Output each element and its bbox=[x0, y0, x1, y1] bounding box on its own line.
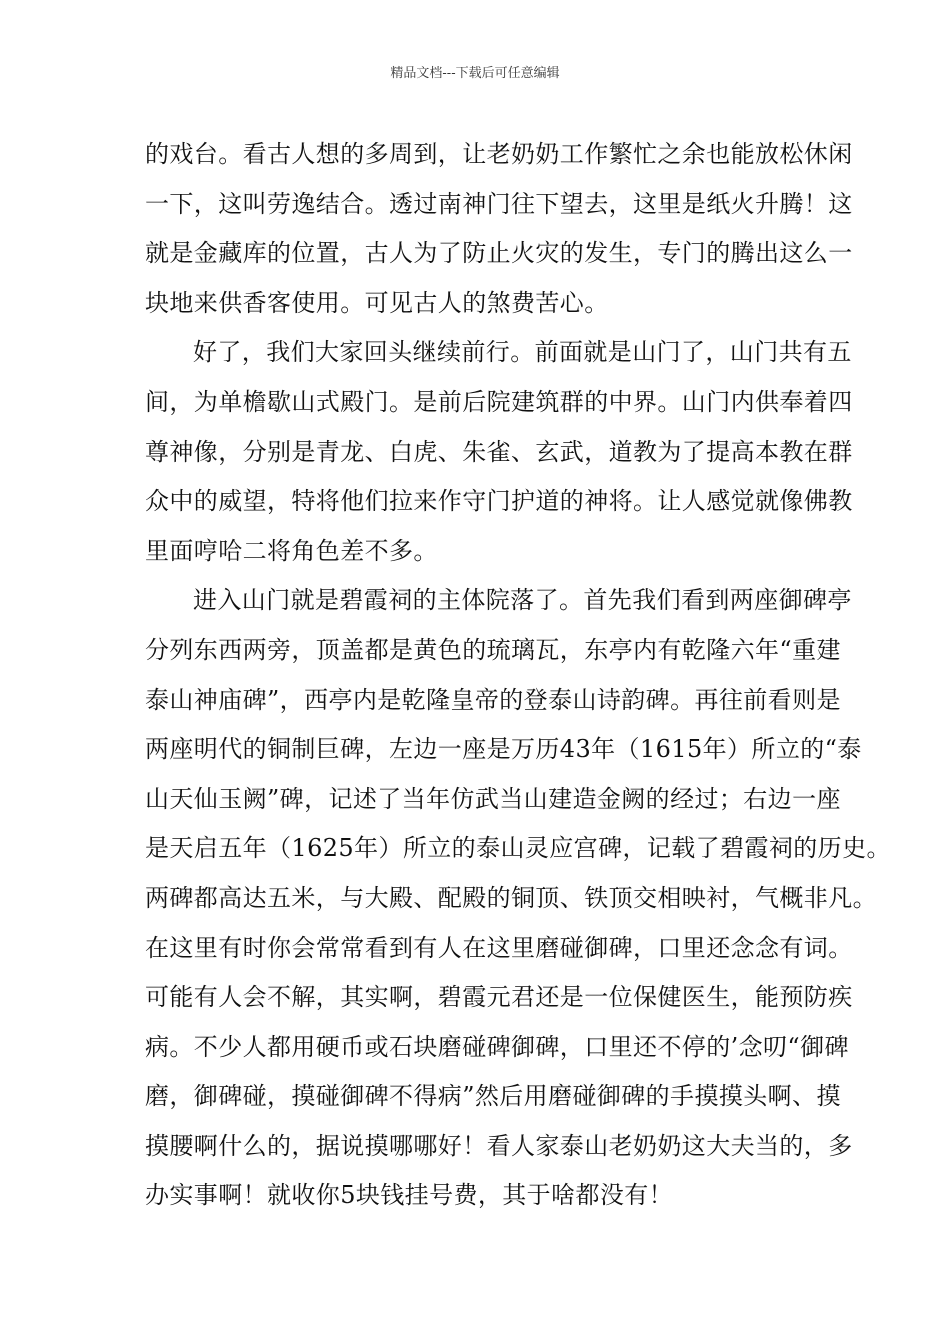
text-line: 里面哼哈二将角色差不多。 bbox=[145, 536, 438, 565]
text-line: 可能有人会不解，其实啊，碧霞元君还是一位保健医生，能预防疾 bbox=[145, 983, 853, 1012]
paragraph-2 bbox=[145, 328, 853, 576]
text-line: 山天仙玉阙”碑，记述了当年仿武当山建造金阙的经过；右边一座 bbox=[145, 784, 841, 813]
text-line: 进入山门就是碧霞祠的主体院落了。首先我们看到两座御碑亭 bbox=[193, 586, 852, 615]
text-line: 泰山神庙碑”，西亭内是乾隆皇帝的登泰山诗韵碑。再往前看则是 bbox=[145, 685, 841, 714]
text-line: 间，为单檐歇山式殿门。是前后院建筑群的中界。山门内供奉着四 bbox=[145, 387, 853, 416]
text-line: 磨，御碑碰，摸碰御碑不得病”然后用磨碰御碑的手摸摸头啊、摸 bbox=[145, 1082, 841, 1111]
document-body bbox=[145, 130, 891, 1221]
text-line: 一下，这叫劳逸结合。透过南神门往下望去，这里是纸火升腾！这 bbox=[145, 189, 853, 218]
text-line: 是天启五年（1625年）所立的泰山灵应宫碑，记载了碧霞祠的历史。 bbox=[145, 834, 891, 863]
text-line: 的戏台。看古人想的多周到，让老奶奶工作繁忙之余也能放松休闲 bbox=[145, 140, 853, 168]
text-line: 块地来供香客使用。可见古人的煞费苦心。 bbox=[145, 288, 609, 317]
text-line: 病。不少人都用硬币或石块磨碰碑御碑，口里还不停的’念叨“御碑 bbox=[145, 1032, 849, 1061]
page-header: 精品文档---下载后可任意编辑 bbox=[390, 66, 560, 81]
text-line: 好了，我们大家回头继续前行。前面就是山门了，山门共有五 bbox=[193, 338, 852, 367]
text-line: 众中的威望，特将他们拉来作守门护道的神将。让人感觉就像佛教 bbox=[145, 487, 853, 516]
text-line: 就是金藏库的位置，古人为了防止火灾的发生，专门的腾出这么一 bbox=[145, 239, 853, 268]
text-line: 分列东西两旁，顶盖都是黄色的琉璃瓦，东亭内有乾隆六年“重建 bbox=[145, 635, 841, 664]
text-line: 办实事啊！就收你5块钱挂号费，其于啥都没有！ bbox=[145, 1181, 674, 1210]
paragraph-3 bbox=[145, 576, 891, 1221]
text-line: 两座明代的铜制巨碑，左边一座是万历43年（1615年）所立的“泰 bbox=[145, 735, 862, 764]
text-line: 在这里有时你会常常看到有人在这里磨碰御碑，口里还念念有词。 bbox=[145, 933, 853, 962]
paragraph-1 bbox=[145, 130, 853, 328]
text-line: 尊神像，分别是青龙、白虎、朱雀、玄武，道教为了提高本教在群 bbox=[145, 437, 853, 466]
text-line: 摸腰啊什么的，据说摸哪哪好！看人家泰山老奶奶这大夫当的，多 bbox=[145, 1131, 853, 1160]
text-line: 两碑都高达五米，与大殿、配殿的铜顶、铁顶交相映衬，气概非凡。 bbox=[145, 883, 877, 912]
